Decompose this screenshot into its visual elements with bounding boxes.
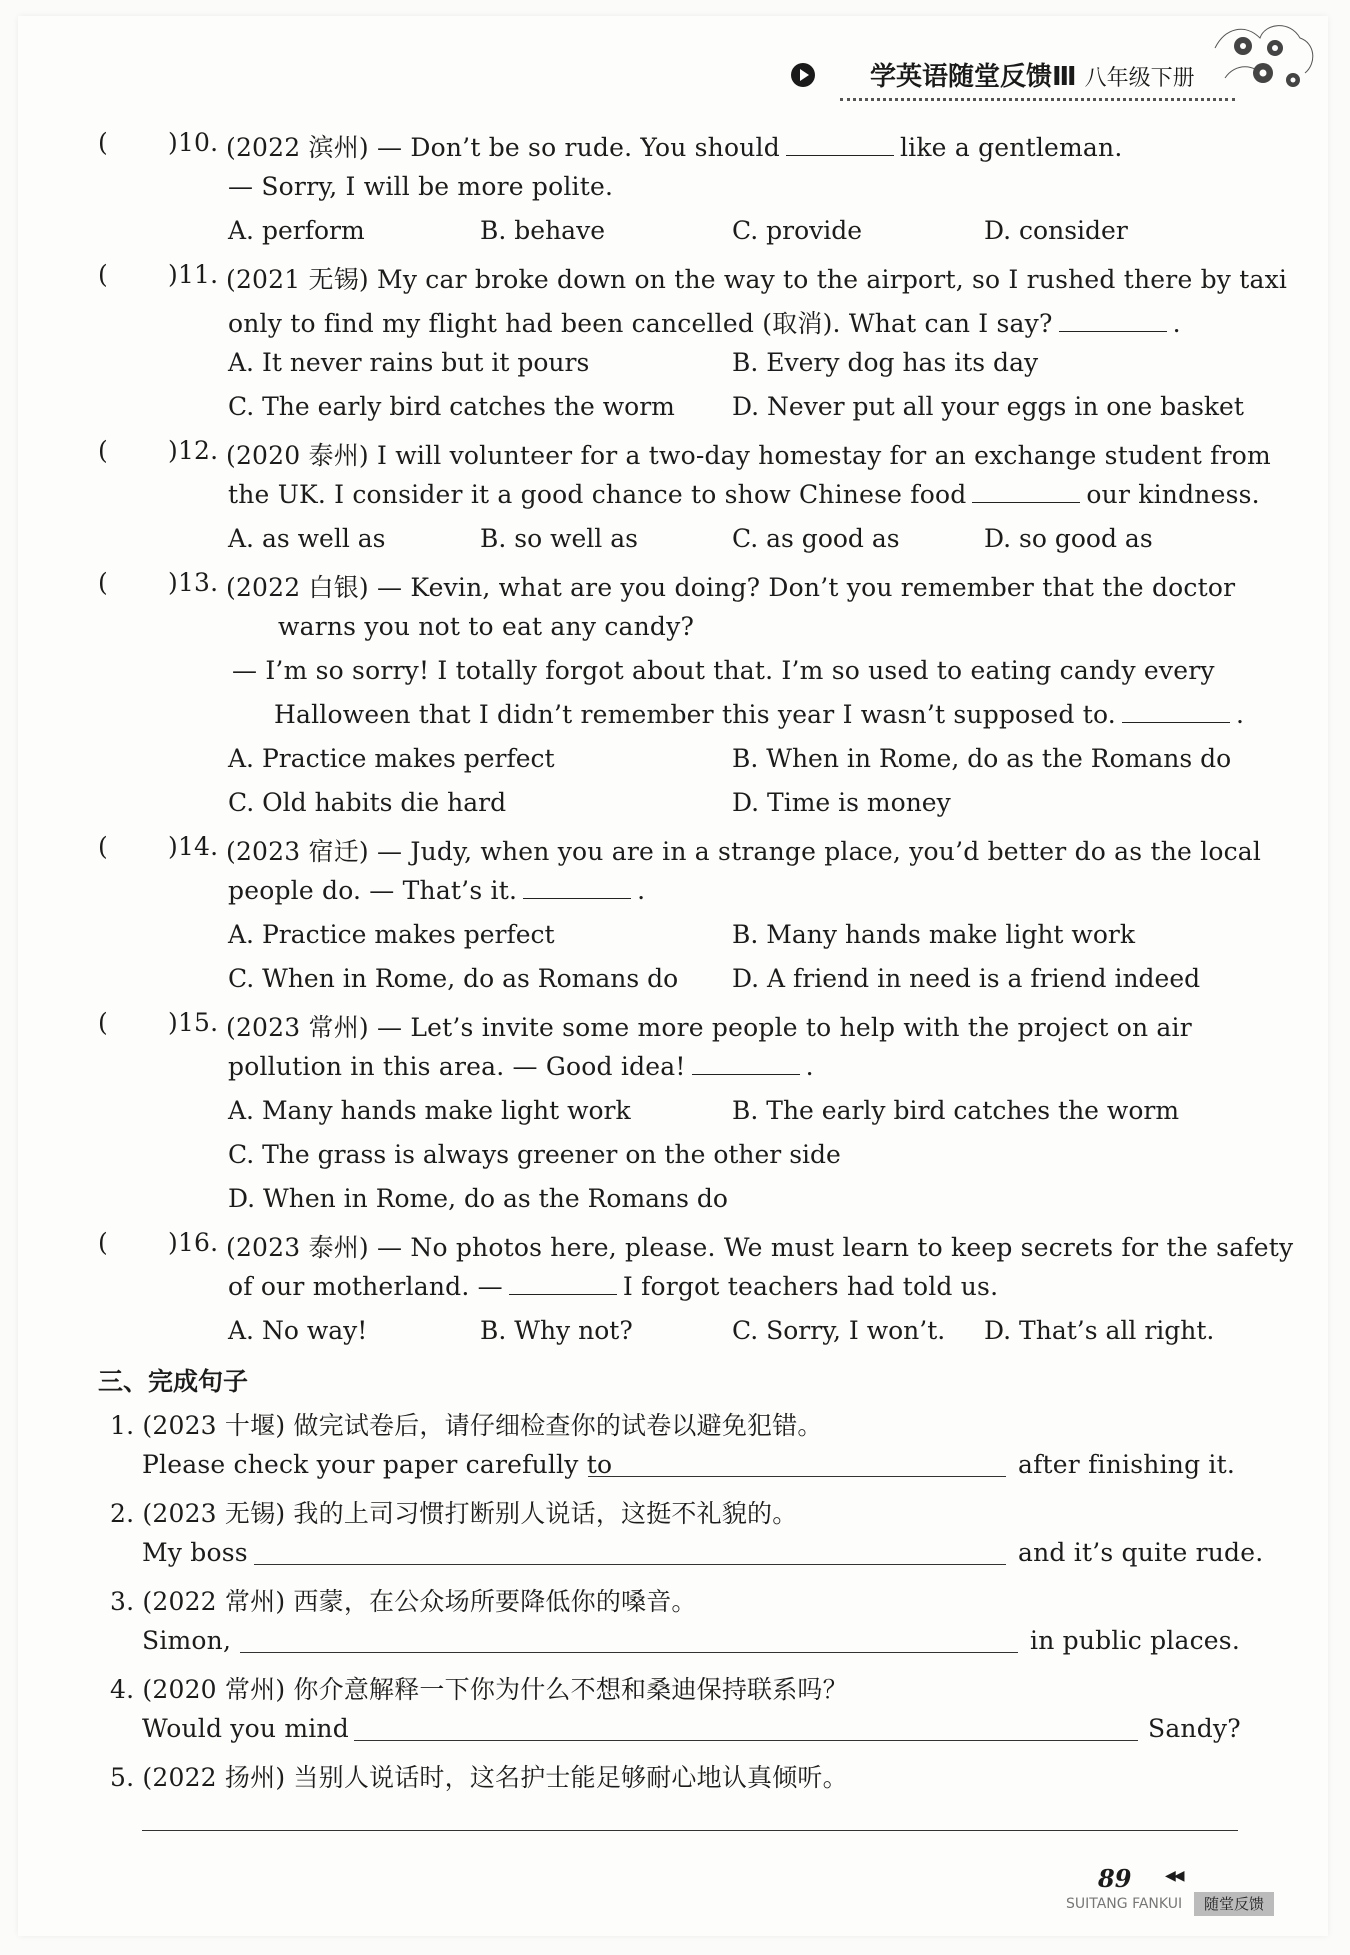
header-dotted-rule (840, 98, 1235, 101)
option-a: A. It never rains but it pours (228, 348, 590, 377)
flower-decoration-icon (1205, 18, 1320, 118)
option-d: D. Never put all your eggs in one basket (732, 392, 1244, 421)
sentence-prompt: 4. (2020 常州) 你介意解释一下你为什么不想和桑迪保持联系吗？ (110, 1675, 848, 1704)
sentence-before: Would you mind (142, 1714, 349, 1743)
option-b: B. behave (480, 216, 605, 245)
question-number: )12. (168, 436, 219, 465)
question-number: )11. (168, 260, 219, 289)
answer-line[interactable] (254, 1564, 1006, 1565)
question-number: )16. (168, 1228, 219, 1257)
sentence-prompt: 1. (2023 十堰) 做完试卷后，请仔细检查你的试卷以避免犯错。 (110, 1411, 823, 1440)
answer-line[interactable] (354, 1740, 1138, 1741)
sentence-after: in public places. (1030, 1626, 1240, 1655)
option-c: C. provide (732, 216, 863, 245)
question-text: (2022 滨州) — Don’t be so rude. You should like a gentleman. (226, 133, 1123, 162)
option-a: A. Many hands make light work (228, 1096, 631, 1125)
answer-bracket: ( (98, 1228, 108, 1257)
sentence-after: Sandy? (1148, 1714, 1241, 1743)
sentence-before: Simon, (142, 1626, 232, 1655)
question-text: people do. — That’s it. . (228, 876, 646, 905)
question-number: )13. (168, 568, 219, 597)
question-text: the UK. I consider it a good chance to show Chinese food our kindness. (228, 480, 1260, 509)
sentence-prompt: 3. (2022 常州) 西蒙，在公众场所要降低你的嗓音。 (110, 1587, 697, 1616)
grade-label: 八年级下册 (1084, 66, 1195, 91)
option-c: C. The grass is always greener on the other side (228, 1140, 841, 1169)
sentence-after: after finishing it. (1018, 1450, 1236, 1479)
answer-bracket: ( (98, 128, 108, 157)
sentence-before: My boss (142, 1538, 248, 1567)
option-a: A. No way! (228, 1316, 368, 1345)
question-text: only to find my flight had been cancelled (取消). What can I say? . (228, 309, 1181, 338)
option-d: D. so good as (984, 524, 1153, 553)
answer-blank[interactable] (509, 1272, 617, 1295)
answer-blank[interactable] (692, 1052, 800, 1075)
question-text: (2020 泰州) I will volunteer for a two-day homestay for an exchange student from (226, 441, 1271, 470)
answer-line[interactable] (142, 1830, 1238, 1831)
answer-line[interactable] (588, 1476, 1006, 1477)
section-title: 三、完成句子 (98, 1367, 249, 1396)
question-text: — Sorry, I will be more polite. (228, 172, 614, 201)
question-number: )14. (168, 832, 219, 861)
question-number: )15. (168, 1008, 219, 1037)
option-d: D. A friend in need is a friend indeed (732, 964, 1201, 993)
option-c: C. Old habits die hard (228, 788, 507, 817)
question-text: (2023 宿迁) — Judy, when you are in a strange place, you’d better do as the local (226, 837, 1262, 866)
option-b: B. The early bird catches the worm (732, 1096, 1180, 1125)
answer-bracket: ( (98, 568, 108, 597)
page-header (790, 52, 1210, 104)
option-b: B. Why not? (480, 1316, 633, 1345)
option-d: D. When in Rome, do as the Romans do (228, 1184, 728, 1213)
option-c: C. When in Rome, do as Romans do (228, 964, 679, 993)
option-c: C. The early bird catches the worm (228, 392, 675, 421)
answer-line[interactable] (240, 1652, 1018, 1653)
book-title-text: 学英语随堂反馈Ⅲ (870, 62, 1077, 92)
sentence-prompt: 2. (2023 无锡) 我的上司习惯打断别人说话，这挺不礼貌的。 (110, 1499, 798, 1528)
question-text: pollution in this area. — Good idea! . (228, 1052, 814, 1081)
answer-bracket: ( (98, 1008, 108, 1037)
answer-blank[interactable] (972, 480, 1080, 503)
question-text: (2022 白银) — Kevin, what are you doing? Don’t you remember that the doctor (226, 573, 1236, 602)
option-d: D. Time is money (732, 788, 951, 817)
question-text: (2021 无锡) My car broke down on the way to the airport, so I rushed there by taxi (226, 265, 1288, 294)
answer-blank[interactable] (1059, 309, 1167, 332)
option-a: A. perform (228, 216, 365, 245)
double-arrow-left-icon: ◀◀ (1165, 1868, 1183, 1884)
footer-brand: SUITANG FANKUI (1066, 1896, 1183, 1912)
option-a: A. Practice makes perfect (228, 744, 555, 773)
answer-blank[interactable] (523, 876, 631, 899)
play-circle-icon (790, 62, 816, 88)
question-text: of our motherland. — I forgot teachers had told us. (228, 1272, 999, 1301)
answer-bracket: ( (98, 832, 108, 861)
option-b: B. When in Rome, do as the Romans do (732, 744, 1232, 773)
option-b: B. Every dog has its day (732, 348, 1039, 377)
page-number: 89 (1098, 1864, 1132, 1893)
option-c: C. as good as (732, 524, 900, 553)
answer-bracket: ( (98, 260, 108, 289)
question-text: Halloween that I didn’t remember this year I wasn’t supposed to. . (274, 700, 1245, 729)
option-a: A. as well as (228, 524, 386, 553)
answer-bracket: ( (98, 436, 108, 465)
sentence-before: Please check your paper carefully to (142, 1450, 613, 1479)
question-text: — I’m so sorry! I totally forgot about that. I’m so used to eating candy every (232, 656, 1215, 685)
footer-badge: 随堂反馈 (1194, 1892, 1274, 1916)
answer-blank[interactable] (1122, 700, 1230, 723)
option-d: D. That’s all right. (984, 1316, 1215, 1345)
option-b: B. so well as (480, 524, 638, 553)
question-text: (2023 常州) — Let’s invite some more people to help with the project on air (226, 1013, 1192, 1042)
option-b: B. Many hands make light work (732, 920, 1135, 949)
sentence-after: and it’s quite rude. (1018, 1538, 1264, 1567)
question-text: (2023 泰州) — No photos here, please. We must learn to keep secrets for the safety (226, 1233, 1294, 1262)
question-number: )10. (168, 128, 219, 157)
option-d: D. consider (984, 216, 1128, 245)
option-a: A. Practice makes perfect (228, 920, 555, 949)
question-text: warns you not to eat any candy? (278, 612, 695, 641)
option-c: C. Sorry, I won’t. (732, 1316, 946, 1345)
answer-blank[interactable] (786, 133, 894, 156)
sentence-prompt: 5. (2022 扬州) 当别人说话时，这名护士能足够耐心地认真倾听。 (110, 1763, 848, 1792)
book-title (870, 56, 1195, 93)
